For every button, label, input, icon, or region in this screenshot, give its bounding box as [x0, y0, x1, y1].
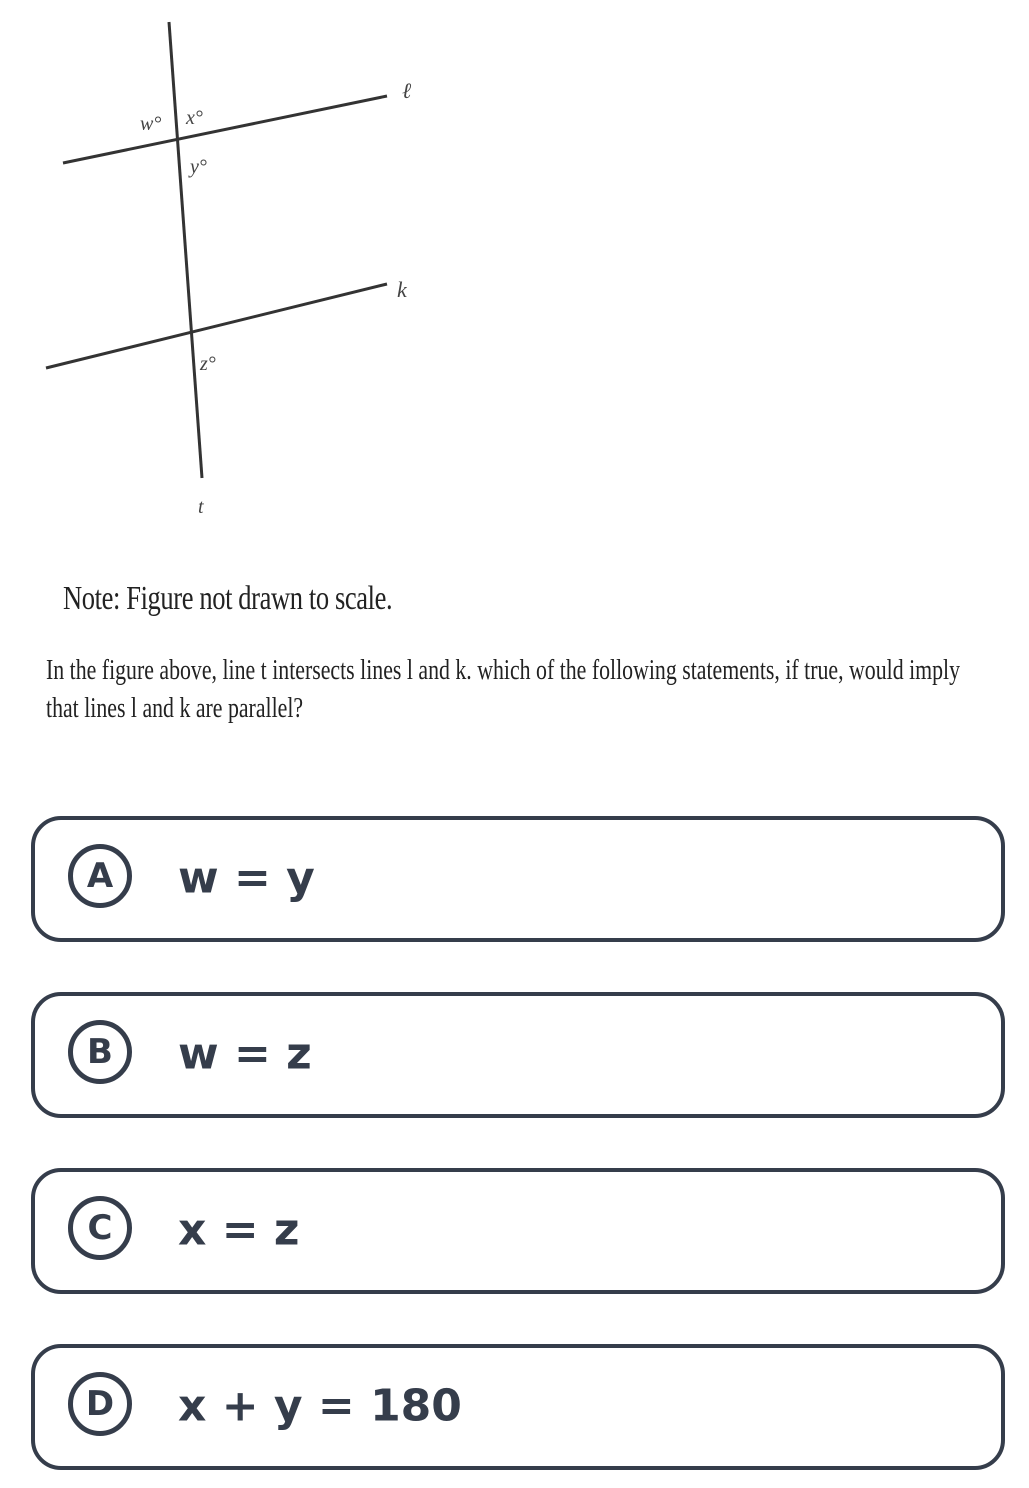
geometry-figure	[0, 0, 520, 530]
choice-c[interactable]	[31, 1168, 1005, 1294]
angle-x-label: x°	[186, 107, 203, 129]
line-t	[169, 22, 202, 478]
choice-b[interactable]	[31, 992, 1005, 1118]
choice-d-text: x + y = 180	[178, 1380, 462, 1432]
angle-w-label: w°	[140, 113, 162, 135]
line-l	[63, 96, 387, 163]
choice-a[interactable]	[31, 816, 1005, 942]
choice-a-letter-badge: A	[68, 844, 132, 908]
choice-d[interactable]	[31, 1344, 1005, 1470]
angle-z-label: z°	[200, 353, 216, 375]
line-k-label: k	[397, 277, 407, 302]
line-l-label: ℓ	[402, 78, 412, 103]
line-k	[46, 284, 387, 368]
figure-note: Note: Figure not drawn to scale.	[63, 580, 393, 617]
choice-d-letter-badge: D	[68, 1372, 132, 1436]
choice-a-text: w = y	[178, 852, 315, 904]
choice-b-text: w = z	[178, 1028, 312, 1080]
choice-b-letter-badge: B	[68, 1020, 132, 1084]
question-text: In the figure above, line t intersects lines l and k. which of the following statements, if true, would imply that lines l and k are parallel?	[46, 655, 961, 724]
choice-c-letter-badge: C	[68, 1196, 132, 1260]
choice-c-text: x = z	[178, 1204, 300, 1256]
angle-y-label: y°	[190, 156, 207, 178]
line-t-label: t	[198, 496, 204, 518]
